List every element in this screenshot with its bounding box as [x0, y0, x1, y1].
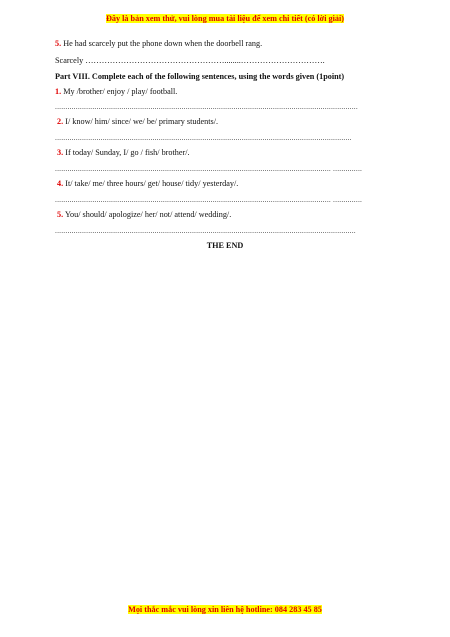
part8-item-3 [55, 148, 190, 157]
item-text: I/ know/ him/ since/ we/ be/ primary students/. [65, 117, 219, 126]
part8-item-1 [55, 87, 177, 96]
answer-line-3: ..................................................................................................................................... .............. [55, 164, 363, 173]
preview-notice-text: Đây là bản xem thử, vui lòng mua tài liệu để xem chi tiết (có lời giải) [105, 14, 344, 23]
hotline-text: Mọi thắc mắc vui lòng xin liên hệ hotline: 084 283 45 85 [128, 605, 322, 614]
item-number: 5. [57, 210, 64, 219]
item-number: 3. [57, 148, 64, 157]
part8-heading: Part VIII. Complete each of the following sentences, using the words given (1point) [55, 72, 345, 81]
part8-item-5 [55, 210, 231, 219]
item-text: My /brother/ enjoy / play/ football. [63, 87, 178, 96]
answer-line-2: ............................................................................................................................................... [55, 133, 352, 142]
item-number: 1. [55, 87, 62, 96]
part8-item-4 [55, 179, 238, 188]
hotline-banner [0, 605, 450, 614]
scarcely-answer-line: Scarcely ……………………………………………........…………………………. [55, 56, 325, 65]
answer-line-1: .................................................................................................................................................. [55, 102, 358, 111]
part8-item-2 [55, 117, 218, 126]
item-text: He had scarcely put the phone down when the doorbell rang. [63, 39, 263, 48]
item-text: If today/ Sunday, I/ go / fish/ brother/. [65, 148, 190, 157]
answer-line-5: ................................................................................................................................................. [55, 226, 356, 235]
item-number: 5. [55, 39, 62, 48]
preview-notice-banner [0, 14, 450, 23]
the-end-label: THE END [206, 241, 244, 250]
part7-item-5 [55, 39, 262, 48]
item-number: 4. [57, 179, 64, 188]
answer-line-4: ..................................................................................................................................... .............. [55, 195, 363, 204]
item-text: You/ should/ apologize/ her/ not/ attend/ wedding/. [64, 210, 232, 219]
item-text: It/ take/ me/ three hours/ get/ house/ tidy/ yesterday/. [65, 179, 239, 188]
item-number: 2. [57, 117, 64, 126]
